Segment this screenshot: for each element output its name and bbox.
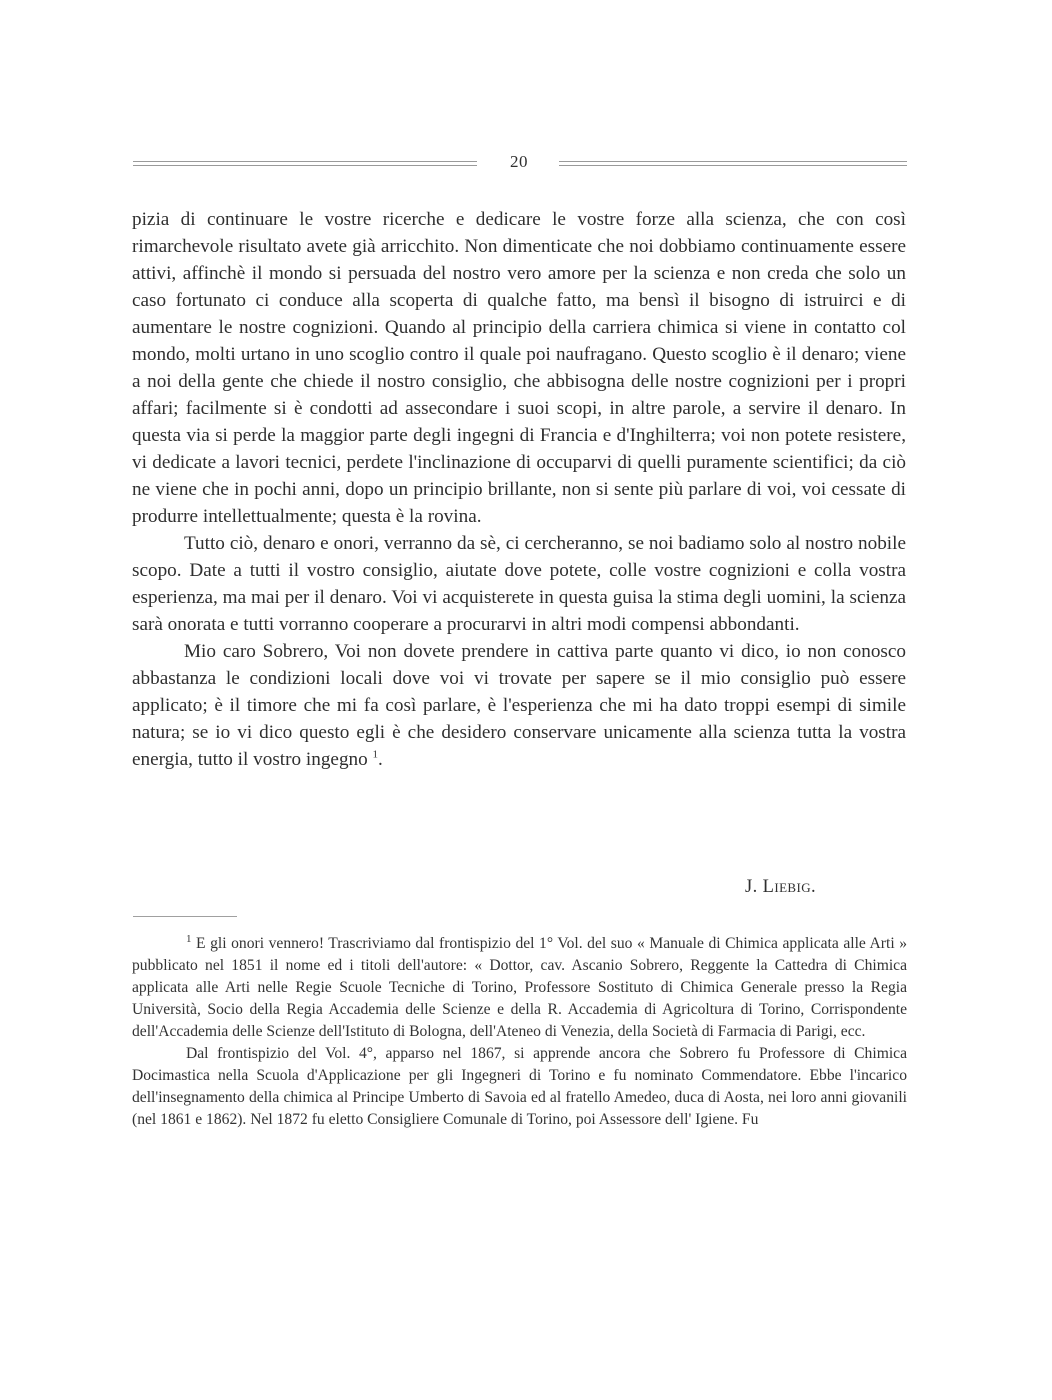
- footnote-1: [132, 933, 907, 1043]
- footnote-separator: [133, 916, 237, 917]
- paragraph-1: pizia di continuare le vostre ricerche e dedicare le vostre forze alla scienza, che con così rimarchevole risultato avete già arricchito. Non dimenticate che noi dobbiamo continuamente essere attivi, affinchè il mondo si persuada del nostro vero amore per la scienza e non creda che solo un caso fortunato ci conduce alla scoperta di qualche fatto, ma bensì il bisogno di istruirci e di aumentare le nostre cognizioni. Quando al principio della carriera chimica si viene in contatto col mondo, molti urtano in uno scoglio contro il quale poi naufragano. Questo scoglio è il denaro; viene a noi della gente che chiede il nostro consiglio, che abbisogna delle nostre cognizioni per i propri affari; facilmente si è condotti ad assecondare i suoi scopi, in altre parole, a servire il denaro. In questa via si perde la maggior parte degli ingegni di Francia e d'Inghilterra; voi non potete resistere, vi dedicate a lavori tecnici, perdete l'inclinazione di occuparvi di quelli puramente scientifici; da ciò ne viene che in pochi anni, dopo un principio brillante, non si sente più parlare di voi, voi cessate di produrre intellettualmente; questa è la rovina.: [132, 209, 906, 527]
- paragraph-2: Tutto ciò, denaro e onori, verranno da sè, ci cercheranno, se noi badiamo solo al nostro nobile scopo. Date a tutti il vostro consiglio, aiutate dove potete, colle vostre cognizioni e colla vostra esperienza, ma mai per il denaro. Voi vi acquisterete in questa guisa la stima degli uomini, la scienza sarà onorata e tutti vorranno cooperare a procurarvi in altri modi compensi abbondanti.: [132, 533, 906, 635]
- footnote-1-continued: Dal frontispizio del Vol. 4°, apparso nel 1867, si apprende ancora che Sobrero fu Professore di Chimica Docimastica nella Scuola d'Applicazione per gli Ingegneri di Torino e fu nominato Commendatore. Ebbe l'incarico dell'insegnamento della chimica al Principe Umberto di Savoia ed al fratello Amedeo, duca di Aosta, nei loro anni giovanili (nel 1861 e 1862). Nel 1872 fu eletto Consigliere Comunale di Torino, poi Assessore dell' Igiene. Fu: [132, 1045, 907, 1128]
- paragraph-3: [132, 638, 906, 773]
- signature-name: Liebig.: [762, 877, 817, 897]
- footnote-1-marker: 1: [186, 932, 192, 945]
- letter-body: [132, 206, 906, 773]
- signature: [745, 877, 816, 898]
- footnote-1-text: E gli onori vennero! Trascriviamo dal frontispizio del 1° Vol. del suo « Manuale di Chimica applicata alle Arti » pubblicato nel 1851 il nome ed i titoli dell'autore: « Dottor, cav. Ascanio Sobrero, Reggente la Cattedra di Chimica applicata alle Arti nelle Regie Scuole Tecniche di Torino, Professore Sostituto di Chimica Generale presso la Regia Università, Socio della Regia Accademia delle Scienze e della R. Accademia di Agricoltura di Torino, Corrispondente dell'Accademia delle Scienze dell'Istituto di Bologna, dell'Ateneo di Venezia, della Società di Farmacia di Parigi, ecc.: [132, 935, 907, 1040]
- header-rule-right: [559, 161, 907, 166]
- footnote-reference: 1: [372, 748, 379, 761]
- signature-initial: J.: [745, 877, 763, 897]
- header-rule-left: [133, 161, 477, 166]
- paragraph-3-end: .: [378, 749, 383, 770]
- page-number: 20: [510, 152, 528, 171]
- running-header: [133, 152, 907, 178]
- footnotes: [132, 933, 907, 1131]
- paragraph-3-text: Mio caro Sobrero, Voi non dovete prendere in cattiva parte quanto vi dico, io non conosco abbastanza le condizioni locali dove voi vi trovate per sapere se il mio consiglio può essere applicato; è il timore che mi fa così parlare, è l'esperienza che mi ha dato troppi esempi di simile natura; se io vi dico questo egli è che desidero conservare unicamente alla scienza tutta la vostra energia, tutto il vostro ingegno: [132, 641, 906, 770]
